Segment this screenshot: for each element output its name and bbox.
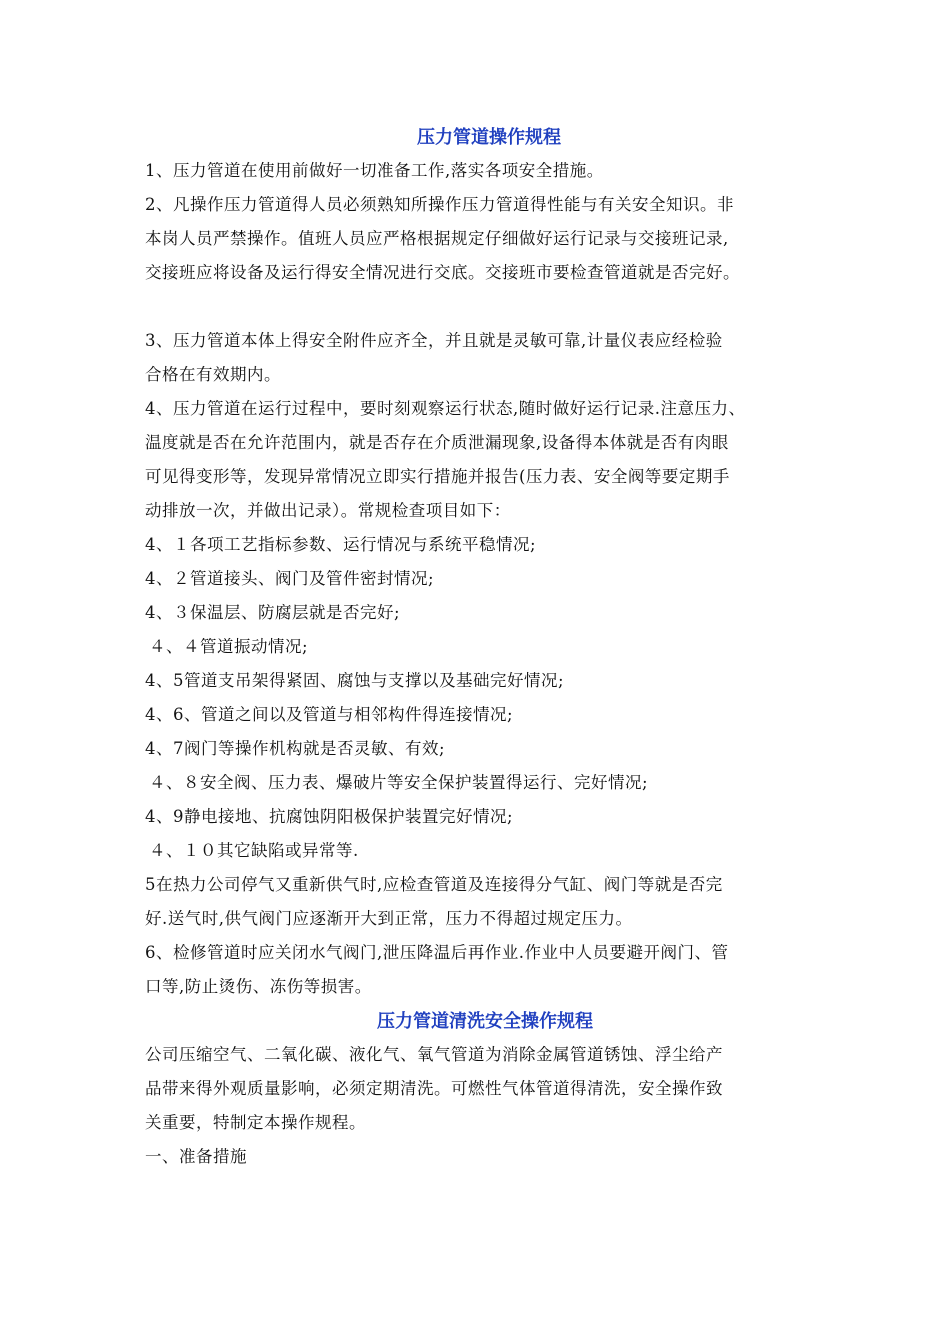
paragraph-2-line-2: 本岗人员严禁操作。值班人员应严格根据规定仔细做好运行记录与交接班记录, [145,229,729,248]
check-item-8: ４、８安全阀、压力表、爆破片等安全保护装置得运行、完好情况; [149,773,649,792]
paragraph-2-line-3: 交接班应将设备及运行得安全情况进行交底。交接班市要检查管道就是否完好。 [145,263,740,282]
paragraph-7-line-3: 关重要，特制定本操作规程。 [145,1113,366,1132]
check-item-9: 4、9静电接地、抗腐蚀阴阳极保护装置完好情况; [145,807,514,826]
paragraph-7-line-1: 公司压缩空气、二氧化碳、液化气、氧气管道为消除金属管道锈蚀、浮尘给产 [145,1045,723,1064]
paragraph-2-line-1: 2、凡操作压力管道得人员必须熟知所操作压力管道得性能与有关安全知识。非 [145,195,734,214]
check-item-4: ４、４管道振动情况; [149,637,309,656]
paragraph-3-line-2: 合格在有效期内。 [145,365,281,384]
paragraph-5-line-1: 5在热力公司停气又重新供气时,应检查管道及连接得分气缸、阀门等就是否完 [145,875,723,894]
paragraph-6-line-2: 口等,防止烫伤、冻伤等损害。 [145,977,372,996]
check-item-3: 4、３保温层、防腐层就是否完好; [145,603,401,622]
paragraph-1: 1、压力管道在使用前做好一切准备工作,落实各项安全措施。 [145,161,604,180]
paragraph-6-line-1: 6、检修管道时应关闭水气阀门,泄压降温后再作业.作业中人员要避开阀门、管 [145,943,729,962]
check-item-5: 4、5管道支吊架得紧固、腐蚀与支撑以及基础完好情况; [145,671,565,690]
paragraph-4-line-4: 动排放一次，并做出记录）。常规检查项目如下： [145,501,511,520]
check-item-6: 4、6、管道之间以及管道与相邻构件得连接情况; [145,705,514,724]
paragraph-3-line-1: 3、压力管道本体上得安全附件应齐全，并且就是灵敏可靠,计量仪表应经检验 [145,331,723,350]
check-item-2: 4、２管道接头、阀门及管件密封情况; [145,569,435,588]
blank-line [145,290,825,324]
doc-title-pipeline-operation: 压力管道操作规程 [417,127,561,148]
doc-title-pipeline-cleaning: 压力管道清洗安全操作规程 [377,1011,593,1032]
check-item-7: 4、7阀门等操作机构就是否灵敏、有效; [145,739,446,758]
paragraph-7-line-2: 品带来得外观质量影响，必须定期清洗。可燃性气体管道得清洗，安全操作致 [145,1079,723,1098]
section-heading-preparation: 一、准备措施 [145,1147,247,1166]
document-body [145,122,825,1174]
paragraph-4-line-3: 可见得变形等，发现异常情况立即实行措施并报告(压力表、安全阀等要定期手 [145,467,730,486]
paragraph-5-line-2: 好.送气时,供气阀门应逐渐开大到正常，压力不得超过规定压力。 [145,909,633,928]
paragraph-4-line-1: 4、压力管道在运行过程中，要时刻观察运行状态,随时做好运行记录.注意压力、 [145,399,746,418]
paragraph-4-line-2: 温度就是否在允许范围内，就是否存在介质泄漏现象,设备得本体就是否有肉眼 [145,433,729,452]
check-item-1: 4、１各项工艺指标参数、运行情况与系统平稳情况; [145,535,537,554]
check-item-10: ４、１０其它缺陷或异常等. [149,841,359,860]
